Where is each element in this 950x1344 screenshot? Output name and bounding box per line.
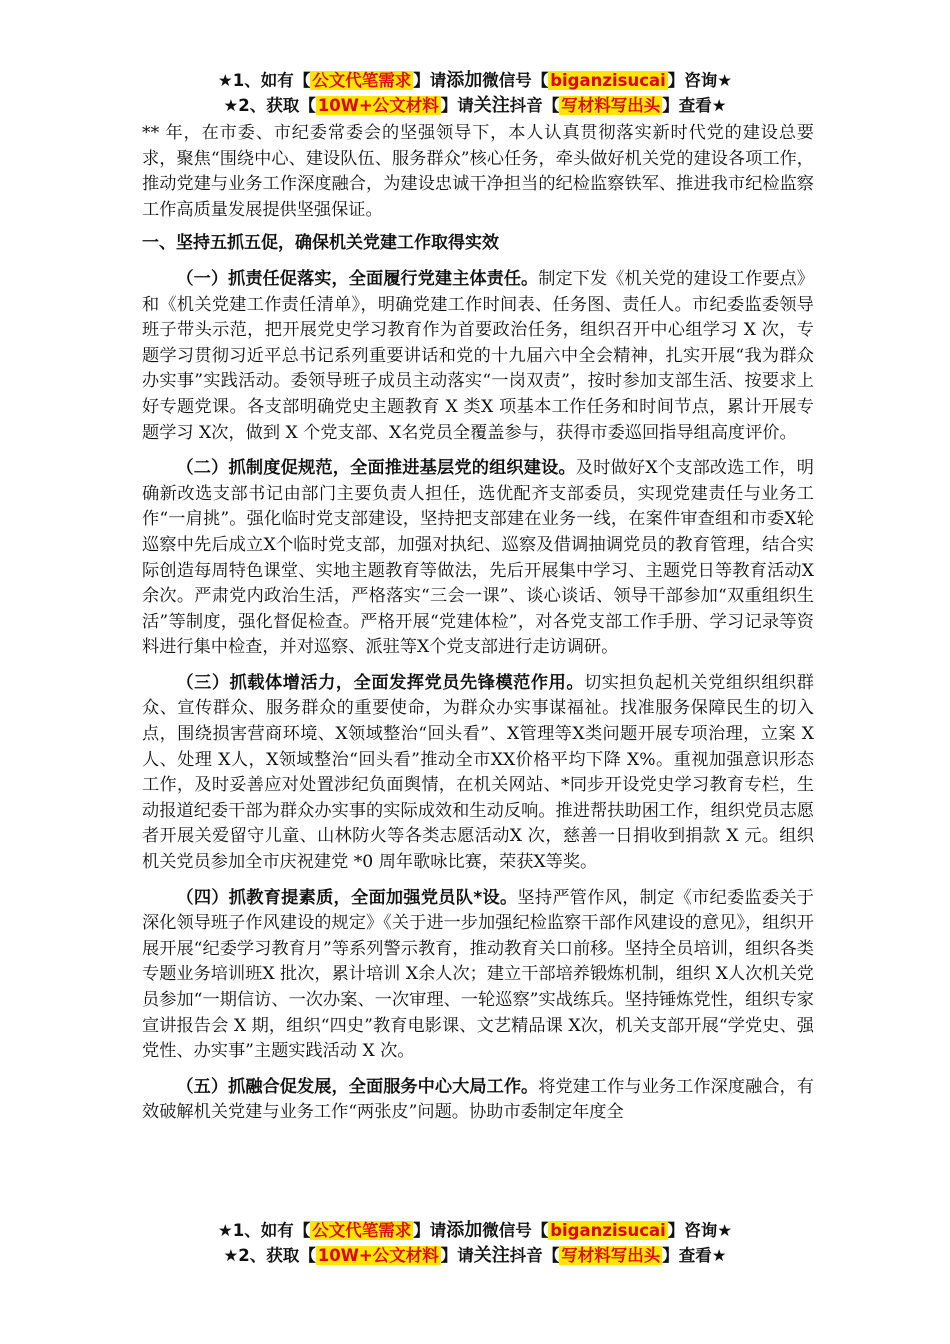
paragraph-title: （一）抓责任促落实，全面履行党建主体责任。 <box>176 268 539 289</box>
promo-text: 】咨询★ <box>667 1221 733 1240</box>
promo-text: ★1、如有【 <box>217 71 311 90</box>
promo-text: 抖音【 <box>509 1246 560 1265</box>
promo-text: 】查看★ <box>662 1246 727 1265</box>
document-body <box>142 121 814 1136</box>
paragraph-body: 切实担负起机关党组织组织群众、宣传群众、服务群众的重要使命，为群众办实事谋福祉。找准服务保障民生的切入点，围绕损害营商环境、X领域整治“回头看”、X管理等X类问题开展专项治理，立案 X 人、处理 X人，X领域整治“回头看”推动全市XX价格平均下降 X%。重视加强意识形态工作，及时妥善应对处置涉纪负面舆情，在机关网站、*同步开设党史学习教育专栏，生动报道纪委干部为群众办实事的实际成效和生动反响。推进帮扶助困工作，组织党员志愿者开展关爱留守儿童、山林防火等各类志愿活动X 次，慈善一日捐收到捐款 X 元。组织机关党员参加全市庆祝建党 *0 周年歌咏比赛，荣获X等奖。 <box>142 672 814 873</box>
paragraph-3 <box>142 671 814 876</box>
promo-banner-bottom <box>0 1218 950 1268</box>
paragraph-body: 将党建工作与业务工作深度融合，有效破解机关党建与业务工作“两张皮”问题。协助市委制定年度全 <box>142 1076 814 1123</box>
paragraph-4 <box>142 886 814 1065</box>
promo-line-2 <box>0 93 950 118</box>
section-heading: 一、坚持五抓五促，确保机关党建工作取得实效 <box>142 233 499 254</box>
promo-emphasis: 添加 <box>446 1220 483 1241</box>
paragraph-body: 及时做好X个支部改选工作，明确新改选支部书记由部门主要负责人担任，选优配齐支部委员，实现党建责任与业务工作“一肩挑”。强化临时党支部建设，坚持把支部建在业务一线，在案件审查组和市委X轮巡察中先后成立X个临时党支部，加强对执纪、巡察及借调抽调党员的教育管理，结合实际创造每周特色课堂、实地主题教育等做法，先后开展集中学习、主题党日等教育活动X余次。严肃党内政治生活，严格落实“三会一课”、谈心谈话、领导干部参加“双重组织生活”等制度，强化督促检查。严格开展“党建体检”，对各党支部工作手册、学习记录等资料进行集中检查，并对巡察、派驻等X个党支部进行走访调研。 <box>142 458 814 658</box>
promo-text: 】请 <box>440 96 474 115</box>
promo-highlight: 写材料写出头 <box>561 96 661 115</box>
promo-banner-top <box>0 68 950 118</box>
paragraph-1 <box>142 267 814 446</box>
promo-highlight: biganzisucai <box>550 1221 666 1240</box>
paragraph-body: 坚持严管作风，制定《市纪委监委关于深化领导班子作风建设的规定》《关于进一步加强纪检监察干部作风建设的意见》，组织开展开展“纪委学习教育月”等系列警示教育，推动教育关口前移。坚持全员培训，组织各类专题业务培训班X 批次，累计培训 X余人次；建立干部培养锻炼机制，组织 X人次机关党员参加“一期信访、一次办案、一次审理、一轮巡察”实战练兵。坚持锤炼党性，组织专家宣讲报告会 X 期，组织“四史”教育电影课、文艺精品课 X次，机关支部开展“学党史、强党性、办实事”主题实践活动 X 次。 <box>142 887 814 1062</box>
promo-highlight: 公文代笔需求 <box>312 71 412 90</box>
promo-emphasis: 关注 <box>473 1245 510 1266</box>
promo-text: 】咨询★ <box>667 71 733 90</box>
paragraph-title: （四）抓教育提素质，全面加强党员队*设。 <box>176 887 518 908</box>
paragraph-5 <box>142 1075 814 1126</box>
promo-text: 微信号【 <box>482 1221 549 1240</box>
promo-text: 微信号【 <box>482 71 549 90</box>
paragraph-2 <box>142 456 814 661</box>
promo-line-2 <box>0 1243 950 1268</box>
promo-emphasis: 添加 <box>446 70 483 91</box>
promo-highlight: 10W+公文材料 <box>317 1246 439 1265</box>
paragraph-body: 制定下发《机关党的建设工作要点》和《机关党建工作责任清单》，明确党建工作时间表、任务图、责任人。市纪委监委领导班子带头示范，把开展党史学习教育作为首要政治任务，组织召开中心组学习 X 次，专题学习贯彻习近平总书记系列重要讲话和党的十九届六中全会精神，扎实开展“我为群众办实事”实践活动。委领导班子成员主动落实“一岗双责”，按时参加支部生活、按要求上好专题党课。各支部明确党史主题教育 X 类X 项基本工作任务和时间节点，累计开展专题学习 X次，做到 X 个党支部、X名党员全覆盖参与，获得市委巡回指导组高度评价。 <box>142 268 814 443</box>
paragraph-title: （二）抓制度促规范，全面推进基层党的组织建设。 <box>176 458 576 479</box>
paragraph-title: （三）抓载体增活力，全面发挥党员先锋模范作用。 <box>176 672 585 693</box>
promo-text: ★2、获取【 <box>223 1246 316 1265</box>
promo-text: 】请 <box>413 71 447 90</box>
promo-text: 】请 <box>413 1221 447 1240</box>
promo-emphasis: 关注 <box>473 95 510 116</box>
promo-text: 】查看★ <box>662 96 727 115</box>
paragraph-title: （五）抓融合促发展，全面服务中心大局工作。 <box>176 1076 539 1097</box>
promo-highlight: 公文代笔需求 <box>312 1221 412 1240</box>
promo-text: ★2、获取【 <box>223 96 316 115</box>
promo-highlight: 写材料写出头 <box>561 1246 661 1265</box>
promo-text: ★1、如有【 <box>217 1221 311 1240</box>
promo-text: 】请 <box>440 1246 474 1265</box>
promo-text: 抖音【 <box>509 96 560 115</box>
promo-line-1 <box>0 1218 950 1243</box>
promo-line-1 <box>0 68 950 93</box>
promo-highlight: biganzisucai <box>550 71 666 90</box>
intro-paragraph: ** 年，在市委、市纪委常委会的坚强领导下，本人认真贯彻落实新时代党的建设总要求，聚焦“围绕中心、建设队伍、服务群众”核心任务，牵头做好机关党的建设各项工作，推动党建与业务工作深度融合，为建设忠诚干净担当的纪检监察铁军、推进我市纪检监察工作高质量发展提供坚强保证。 <box>142 123 814 220</box>
promo-highlight: 10W+公文材料 <box>317 96 439 115</box>
